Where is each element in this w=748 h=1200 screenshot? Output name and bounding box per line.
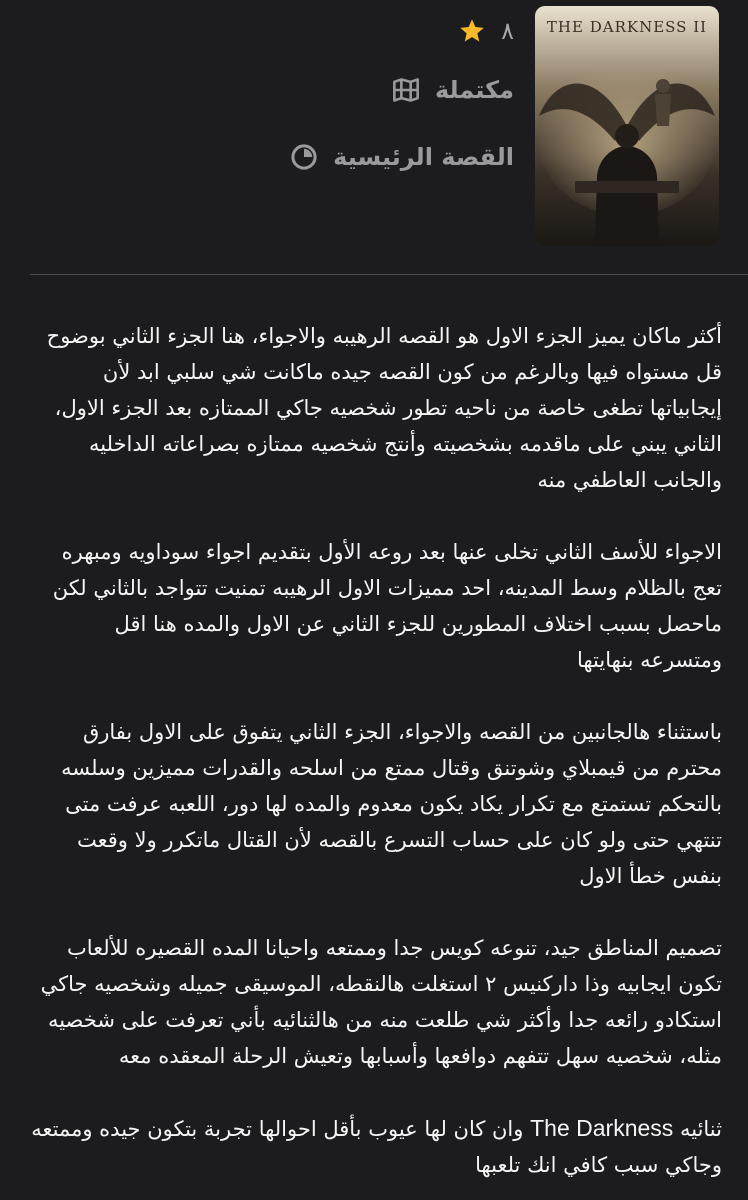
review-text bbox=[30, 318, 722, 1200]
review-paragraph: تصميم المناطق جيد، تنوعه كويس جدا وممتعه واحيانا المده القصيره للألعاب تكون ايجابيه وذا داركنيس ٢ استغلت هالنقطه، الموسيقى جميله وشخصيه جاكي استكادو رائعه جدا وأكثر شي طلعت منه من هالثنائيه بأني تعرفت على شخصيه مثله، شخصيه سهل تتفهم دوافعها وأسبابها وتعيش الرحلة المعقده معه bbox=[40, 936, 722, 1068]
status-row bbox=[391, 75, 514, 105]
cover-artwork bbox=[535, 6, 719, 246]
game-header bbox=[0, 0, 748, 275]
review-paragraph: أكثر ماكان يميز الجزء الاول هو القصه الرهيبه والاجواء، هنا الجزء الثاني بوضوح قل مستواه فيها وبالرغم من كون القصه جيده ماكانت شي سلبي ابد لأن إيجابياتها تطغى خاصة من ناحيه تطور شخصيه جاكي الممتازه بعد الجزء الاول، الثاني يبني على ماقدمه بشخصيته وأنتج شخصيه ممتازه بصراعاته الداخليه والجانب العاطفي منه bbox=[46, 324, 722, 492]
game-cover-image[interactable] bbox=[535, 6, 719, 246]
game-name-english: The Darkness bbox=[530, 1115, 674, 1141]
rating-row bbox=[457, 16, 514, 46]
review-paragraph: باستثناء هالجانبين من القصه والاجواء، الجزء الثاني يتفوق على الاول بفارق محترم من قيمبلاي وشوتنق وقتال ممتع من اسلحه والقدرات مميزين وسلسه بالتحكم تستمتع مع تكرار يكاد يكون معدوم والمده لها دور، اللعبه عرفت متى تنتهي حتى ولو كان على حساب التسرع بالقصه لأن القتال ماتكرر ولا وقعت بنفس خطأ الاول bbox=[61, 720, 722, 888]
cover-title: THE DARKNESS II bbox=[546, 18, 708, 36]
map-icon bbox=[391, 75, 421, 105]
status-label: مكتملة bbox=[434, 76, 514, 104]
final-suffix: وان كان لها عيوب بأقل احوالها تجربة بتكون جيده وممتعه وجاكي سبب كافي انك تلعبها bbox=[31, 1117, 722, 1177]
length-label: القصة الرئيسية bbox=[333, 143, 514, 171]
final-prefix: ثنائيه bbox=[679, 1117, 722, 1141]
clock-pie-icon bbox=[289, 142, 319, 172]
review-paragraph-final bbox=[30, 1110, 722, 1183]
length-row bbox=[289, 142, 514, 172]
star-icon bbox=[457, 16, 487, 46]
section-divider bbox=[30, 274, 748, 275]
rating-value: ٨ bbox=[501, 17, 514, 45]
review-paragraph: الاجواء للأسف الثاني تخلى عنها بعد روعه الأول بتقديم اجواء سوداويه ومبهره تعج بالظلام وسط المدينه، احد مميزات الاول الرهيبه تمنيت تتواجد بالثاني لكن ماحصل بسبب اختلاف المطورين للجزء الثاني عن الاول والمده هنا اقل ومتسرعه بنهايتها bbox=[52, 540, 722, 672]
